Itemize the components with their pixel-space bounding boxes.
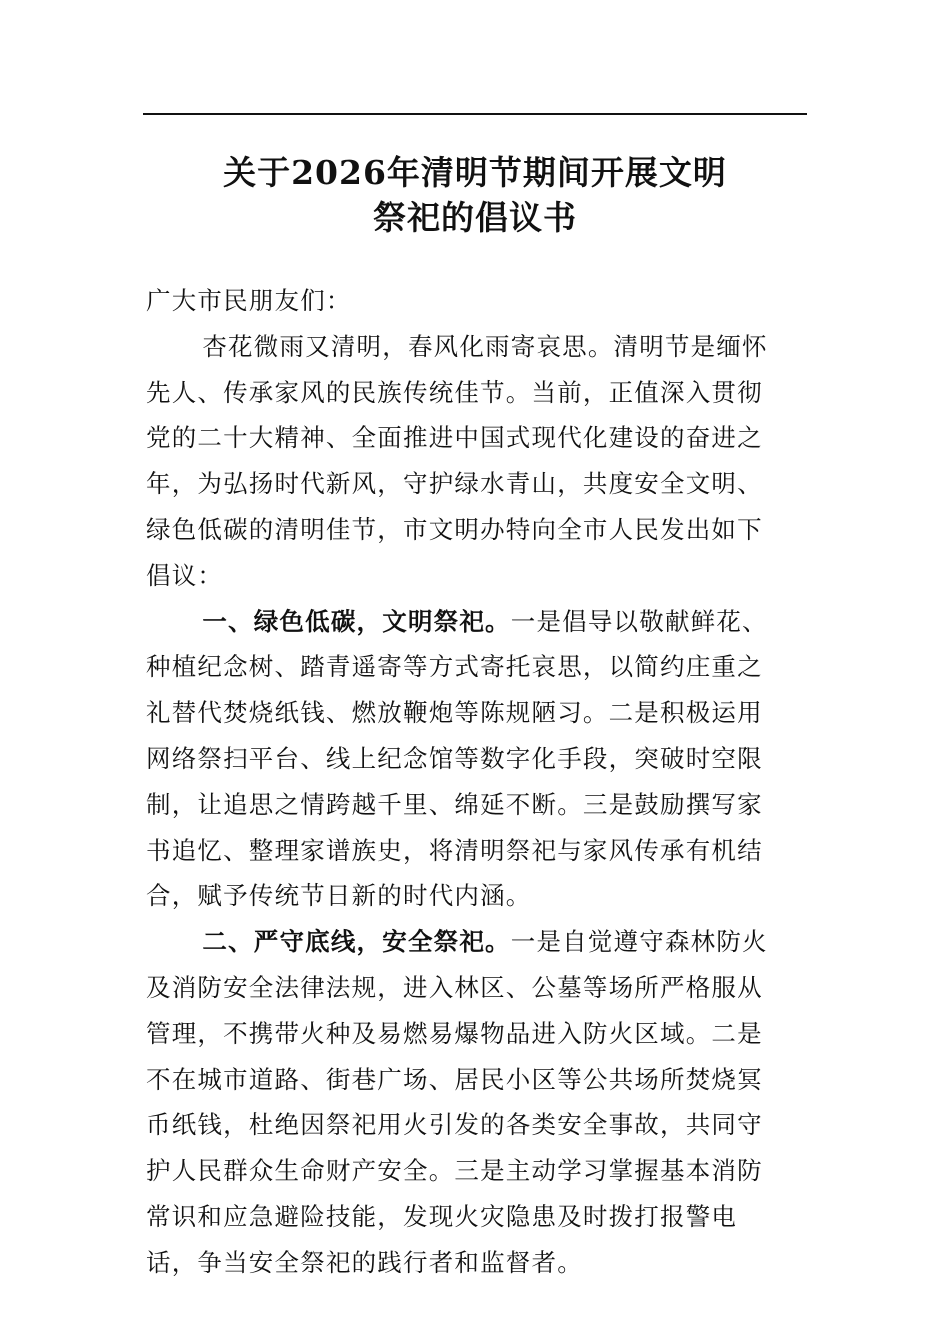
section-1-heading: 一、绿色低碳，文明祭祀。 <box>202 606 511 636</box>
greeting: 广大市民朋友们： <box>146 286 352 315</box>
section-2-heading: 二、严守底线，安全祭祀。 <box>202 927 511 957</box>
section-2-paragraph <box>146 919 786 1285</box>
title-line-2: 祭祀的倡议书 <box>373 198 577 237</box>
document-title <box>120 150 830 240</box>
document-body <box>146 278 786 1286</box>
intro-paragraph: 杏花微雨又清明，春风化雨寄哀思。清明节是缅怀先人、传承家风的民族传统佳节。当前，正值深入贯彻党的二十大精神、全面推进中国式现代化建设的奋进之年，为弘扬时代新风，守护绿水青山，共度安全文明、绿色低碳的清明佳节，市文明办特向全市人民发出如下倡议： <box>146 331 768 590</box>
title-line-1: 关于2026年清明节期间开展文明 <box>223 153 727 192</box>
header-rule <box>143 113 807 115</box>
section-1-paragraph <box>146 599 786 920</box>
section-2-text: 一是自觉遵守森林防火及消防安全法律法规，进入林区、公墓等场所严格服从管理，不携带火种及易燃易爆物品进入防火区域。二是不在城市道路、街巷广场、居民小区等公共场所焚烧冥币纸钱，杜绝因祭祀用火引发的各类安全事故，共同守护人民群众生命财产安全。三是主动学习掌握基本消防常识和应急避险技能，发现火灾隐患及时拨打报警电话，争当安全祭祀的践行者和监督者。 <box>146 927 768 1277</box>
section-1-text: 一是倡导以敬献鲜花、种植纪念树、踏青遥寄等方式寄托哀思，以简约庄重之礼替代焚烧纸钱、燃放鞭炮等陈规陋习。二是积极运用网络祭扫平台、线上纪念馆等数字化手段，突破时空限制，让追思之情跨越千里、绵延不断。三是鼓励撰写家书追忆、整理家谱族史，将清明祭祀与家风传承有机结合，赋予传统节日新的时代内涵。 <box>146 606 768 911</box>
